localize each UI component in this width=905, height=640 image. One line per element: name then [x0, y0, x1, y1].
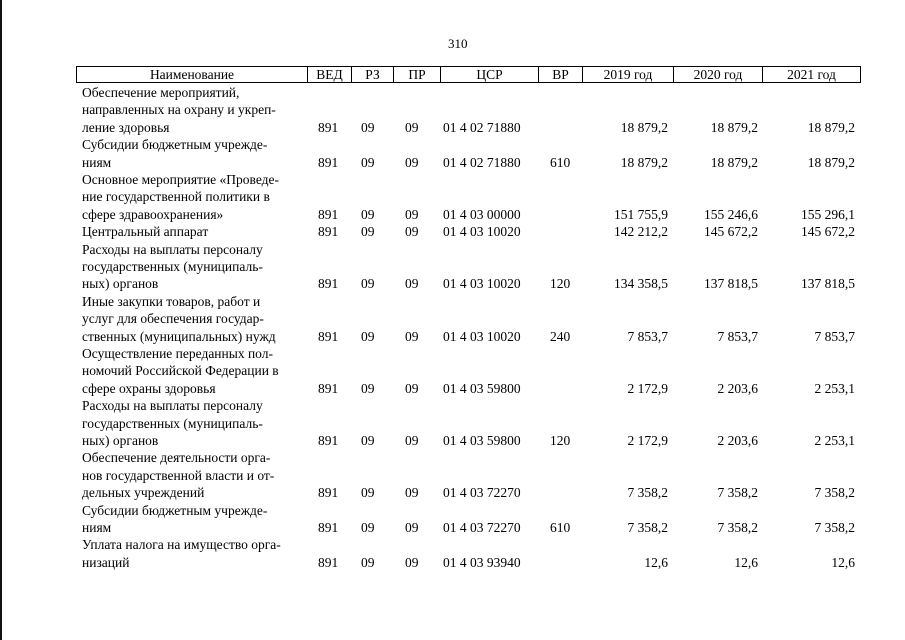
- row-name-line: государственных (муниципаль-: [82, 259, 263, 274]
- row-rz: 09: [361, 224, 375, 240]
- row-pr: 09: [405, 432, 419, 448]
- row-2020: 18 879,2: [710, 119, 758, 135]
- row-pr: 09: [405, 554, 419, 570]
- table-row: [0, 345, 905, 397]
- header-vr: ВР: [539, 67, 583, 82]
- row-csr: 01 4 02 71880: [443, 119, 521, 135]
- row-vr: 120: [550, 276, 571, 292]
- row-rz: 09: [361, 554, 375, 570]
- row-pr: 09: [405, 206, 419, 222]
- row-rz: 09: [361, 119, 375, 135]
- row-csr: 01 4 03 59800: [443, 380, 521, 396]
- row-csr: 01 4 03 59800: [443, 432, 521, 448]
- row-rz: 09: [361, 432, 375, 448]
- row-name-line: Иные закупки товаров, работ и: [82, 293, 261, 309]
- row-rz: 09: [361, 519, 375, 535]
- row-ved: 891: [318, 276, 339, 292]
- row-csr: 01 4 03 10020: [443, 224, 521, 240]
- table-row: [0, 502, 905, 537]
- row-name: [82, 345, 312, 397]
- row-rz: 09: [361, 328, 375, 344]
- row-name-line: нов государственной власти и от-: [82, 467, 275, 483]
- row-pr: 09: [405, 328, 419, 344]
- table-row: [0, 293, 905, 345]
- row-2020: 2 203,6: [717, 432, 758, 448]
- row-name-line: номочий Российской Федерации в: [82, 363, 279, 379]
- row-ved: 891: [318, 519, 339, 535]
- row-rz: 09: [361, 206, 375, 222]
- header-ved: ВЕД: [308, 67, 352, 82]
- row-vr: 610: [550, 519, 571, 535]
- row-2019: 18 879,2: [620, 154, 668, 170]
- header-2019: 2019 год: [583, 67, 674, 82]
- row-2021: 7 358,2: [814, 519, 855, 535]
- row-rz: 09: [361, 154, 375, 170]
- table-row: [0, 84, 905, 136]
- row-2020: 18 879,2: [710, 154, 758, 170]
- row-2020: 155 246,6: [704, 206, 758, 222]
- row-2019: 12,6: [644, 554, 668, 570]
- row-2020: 145 672,2: [704, 224, 758, 240]
- row-name-line: ние государственной политики в: [82, 189, 270, 205]
- row-2020: 2 203,6: [717, 380, 758, 396]
- row-name-line: ных) органов: [82, 276, 159, 292]
- row-ved: 891: [318, 554, 339, 570]
- row-name-line: низаций: [82, 554, 130, 570]
- table-row: [0, 136, 905, 171]
- row-name-line: Основное мероприятие «Проведе-: [82, 172, 279, 187]
- row-name-line: ление здоровья: [82, 119, 170, 135]
- row-csr: 01 4 03 10020: [443, 276, 521, 292]
- page-number: 310: [448, 36, 468, 51]
- row-csr: 01 4 03 10020: [443, 328, 521, 344]
- row-pr: 09: [405, 519, 419, 535]
- row-name: [82, 136, 312, 171]
- row-2021: 155 296,1: [801, 206, 855, 222]
- row-2020: 137 818,5: [704, 276, 758, 292]
- row-name: [82, 449, 312, 501]
- row-name-line: Центральный аппарат: [82, 224, 209, 240]
- row-name: [82, 502, 312, 537]
- table-row: [0, 397, 905, 449]
- row-name-line: государственных (муниципаль-: [82, 415, 263, 431]
- header-2020: 2020 год: [674, 67, 763, 82]
- row-name-line: дельных учреждений: [82, 485, 205, 501]
- table-header: [76, 66, 861, 83]
- row-2019: 7 853,7: [627, 328, 668, 344]
- row-ved: 891: [318, 432, 339, 448]
- row-2021: 7 853,7: [814, 328, 855, 344]
- header-rz: РЗ: [352, 67, 394, 82]
- row-name-line: Субсидии бюджетным учрежде-: [82, 502, 268, 518]
- row-csr: 01 4 03 00000: [443, 206, 521, 222]
- row-2021: 12,6: [831, 554, 855, 570]
- row-pr: 09: [405, 276, 419, 292]
- row-rz: 09: [361, 276, 375, 292]
- row-2019: 151 755,9: [614, 206, 668, 222]
- header-name: Наименование: [77, 67, 308, 82]
- row-name-line: сфере здравоохранения»: [82, 206, 224, 222]
- row-2021: 137 818,5: [801, 276, 855, 292]
- header-csr: ЦСР: [441, 67, 539, 82]
- row-name: [82, 171, 312, 223]
- table-row: [0, 536, 905, 571]
- row-2021: 2 253,1: [814, 380, 855, 396]
- row-name-line: ных) органов: [82, 433, 159, 448]
- row-name-line: сфере охраны здоровья: [82, 380, 216, 396]
- row-name: [82, 536, 312, 571]
- row-name-line: Расходы на выплаты персоналу: [82, 398, 263, 414]
- row-pr: 09: [405, 119, 419, 135]
- row-name-line: услуг для обеспечения государ-: [82, 311, 264, 327]
- row-name-line: Субсидии бюджетным учрежде-: [82, 137, 268, 153]
- row-vr: 240: [550, 328, 571, 344]
- row-2019: 7 358,2: [627, 519, 668, 535]
- row-name-line: ниям: [82, 520, 112, 535]
- row-csr: 01 4 03 93940: [443, 554, 521, 570]
- row-csr: 01 4 02 71880: [443, 154, 521, 170]
- row-ved: 891: [318, 328, 339, 344]
- row-2019: 7 358,2: [627, 485, 668, 501]
- table-row: [0, 223, 905, 240]
- row-name: [82, 293, 312, 345]
- row-name: [82, 241, 312, 293]
- table-row: [0, 171, 905, 223]
- row-name-line: ниям: [82, 154, 112, 170]
- row-name-line: направленных на охрану и укреп-: [82, 102, 276, 118]
- header-2021: 2021 год: [787, 67, 836, 82]
- row-ved: 891: [318, 380, 339, 396]
- row-csr: 01 4 03 72270: [443, 485, 521, 501]
- row-ved: 891: [318, 485, 339, 501]
- row-pr: 09: [405, 380, 419, 396]
- row-pr: 09: [405, 224, 419, 240]
- row-2020: 7 853,7: [717, 328, 758, 344]
- row-name-line: Осуществление переданных пол-: [82, 346, 273, 361]
- row-vr: 120: [550, 432, 571, 448]
- table-row: [0, 449, 905, 501]
- row-csr: 01 4 03 72270: [443, 519, 521, 535]
- row-2019: 2 172,9: [627, 432, 668, 448]
- row-name: [82, 397, 312, 449]
- row-2021: 18 879,2: [807, 154, 855, 170]
- row-name-line: Расходы на выплаты персоналу: [82, 241, 263, 257]
- row-name: [82, 84, 312, 136]
- row-2019: 142 212,2: [614, 224, 668, 240]
- row-name-line: Обеспечение мероприятий,: [82, 85, 240, 100]
- table-row: [0, 241, 905, 293]
- row-2021: 145 672,2: [801, 224, 855, 240]
- row-rz: 09: [361, 380, 375, 396]
- header-pr: ПР: [394, 67, 441, 82]
- row-ved: 891: [318, 119, 339, 135]
- row-name: [82, 223, 312, 240]
- row-2020: 7 358,2: [717, 519, 758, 535]
- row-name-line: Уплата налога на имущество орга-: [82, 537, 281, 553]
- row-2021: 18 879,2: [807, 119, 855, 135]
- row-pr: 09: [405, 485, 419, 501]
- row-name-line: ственных (муниципальных) нужд: [82, 328, 276, 344]
- row-ved: 891: [318, 154, 339, 170]
- row-2019: 2 172,9: [627, 380, 668, 396]
- row-2021: 7 358,2: [814, 485, 855, 501]
- row-ved: 891: [318, 224, 339, 240]
- row-2019: 18 879,2: [620, 119, 668, 135]
- row-ved: 891: [318, 206, 339, 222]
- row-name-line: Обеспечение деятельности орга-: [82, 450, 271, 466]
- row-rz: 09: [361, 485, 375, 501]
- row-pr: 09: [405, 154, 419, 170]
- row-2019: 134 358,5: [614, 276, 668, 292]
- row-vr: 610: [550, 154, 571, 170]
- row-2020: 7 358,2: [717, 485, 758, 501]
- row-2021: 2 253,1: [814, 432, 855, 448]
- row-2020: 12,6: [734, 554, 758, 570]
